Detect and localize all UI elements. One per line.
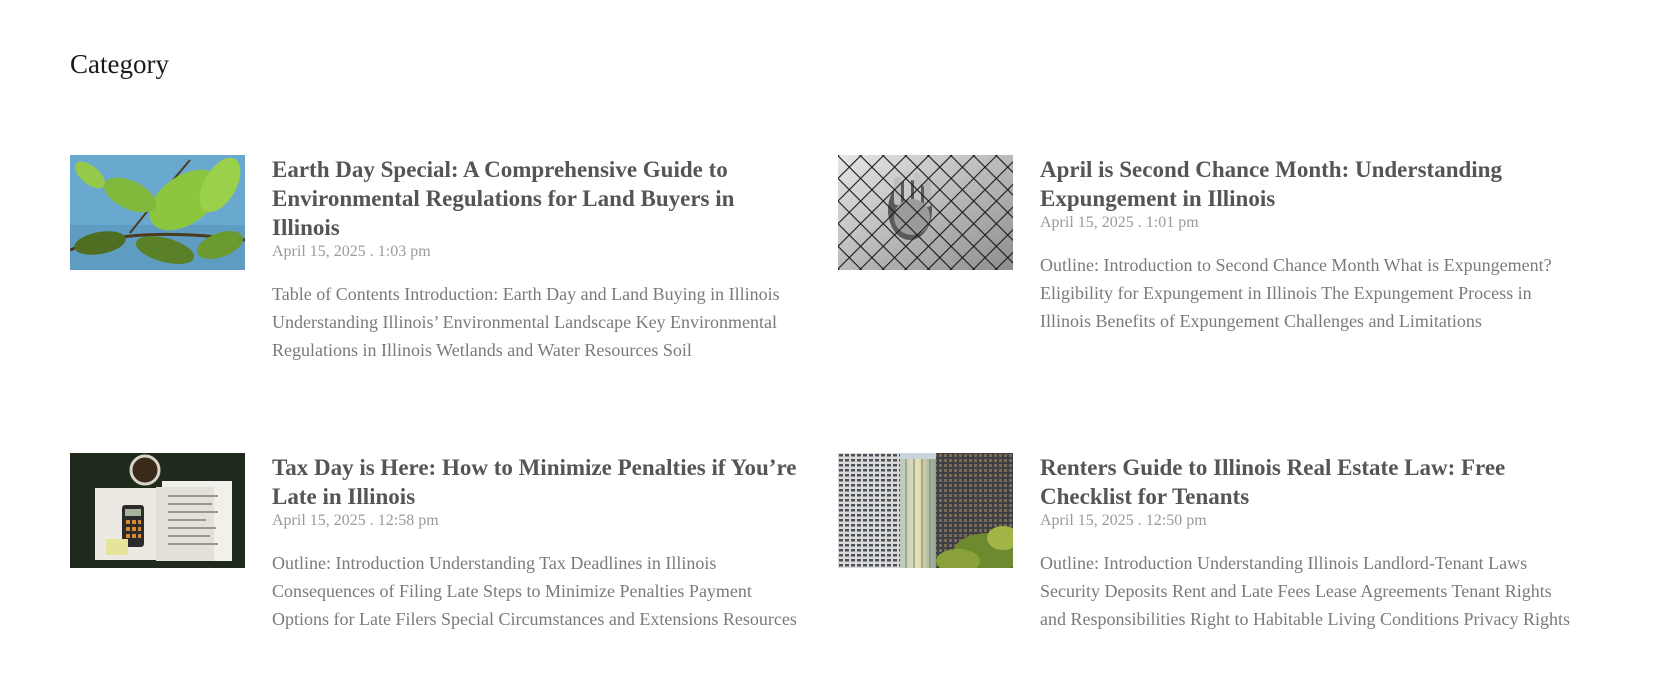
post-title-link[interactable]: April is Second Chance Month: Understanding Expungement in Illinois [1040,157,1502,211]
hand-on-chain-link-fence-photo [838,155,1013,270]
post-thumbnail-link[interactable] [70,155,245,270]
post-title-link[interactable]: Earth Day Special: A Comprehensive Guide to Environmental Regulations for Land Buyers in Illinois [272,157,735,240]
post-title-link[interactable]: Tax Day is Here: How to Minimize Penalties if You’re Late in Illinois [272,455,797,509]
post-date: April 15, 2025 . 1:03 pm [272,243,431,260]
post-content [272,453,802,633]
post-excerpt: Table of Contents Introduction: Earth Day and Land Buying in Illinois Understanding Illinois’ Environmental Landscape Key Environmental Regulations in Illinois Wetlands and Water Resources Soil [272,284,780,360]
page-title: Category [70,49,169,79]
post-date: April 15, 2025 . 1:01 pm [1040,214,1199,231]
city-skyscrapers-photo [838,453,1013,568]
post-content [1040,155,1570,335]
post-thumbnail-link[interactable] [838,155,1013,270]
post-content [1040,453,1570,633]
post-title-link[interactable]: Renters Guide to Illinois Real Estate Law: Free Checklist for Tenants [1040,455,1506,509]
post-date: April 15, 2025 . 12:58 pm [272,512,439,529]
post-thumbnail-link[interactable] [70,453,245,568]
post-thumbnail-link[interactable] [838,453,1013,568]
post-date: April 15, 2025 . 12:50 pm [1040,512,1207,529]
green-leaves-sky-photo [70,155,245,270]
post-excerpt: Outline: Introduction Understanding Illinois Landlord-Tenant Laws Security Deposits Rent and Late Fees Lease Agreements Tenant Rights and Responsibilities Right to Habitable Living Conditions Privacy Rights [1040,553,1570,629]
post-content [272,155,802,364]
post-excerpt: Outline: Introduction to Second Chance Month What is Expungement? Eligibility for Expungement in Illinois The Expungement Process in Illinois Benefits of Expungement Challenges and Limitations [1040,255,1552,331]
tax-forms-calculator-photo [70,453,245,568]
post-excerpt: Outline: Introduction Understanding Tax Deadlines in Illinois Consequences of Filing Late Steps to Minimize Penalties Payment Options for Late Filers Special Circumstances and Extensions Resources [272,553,797,629]
